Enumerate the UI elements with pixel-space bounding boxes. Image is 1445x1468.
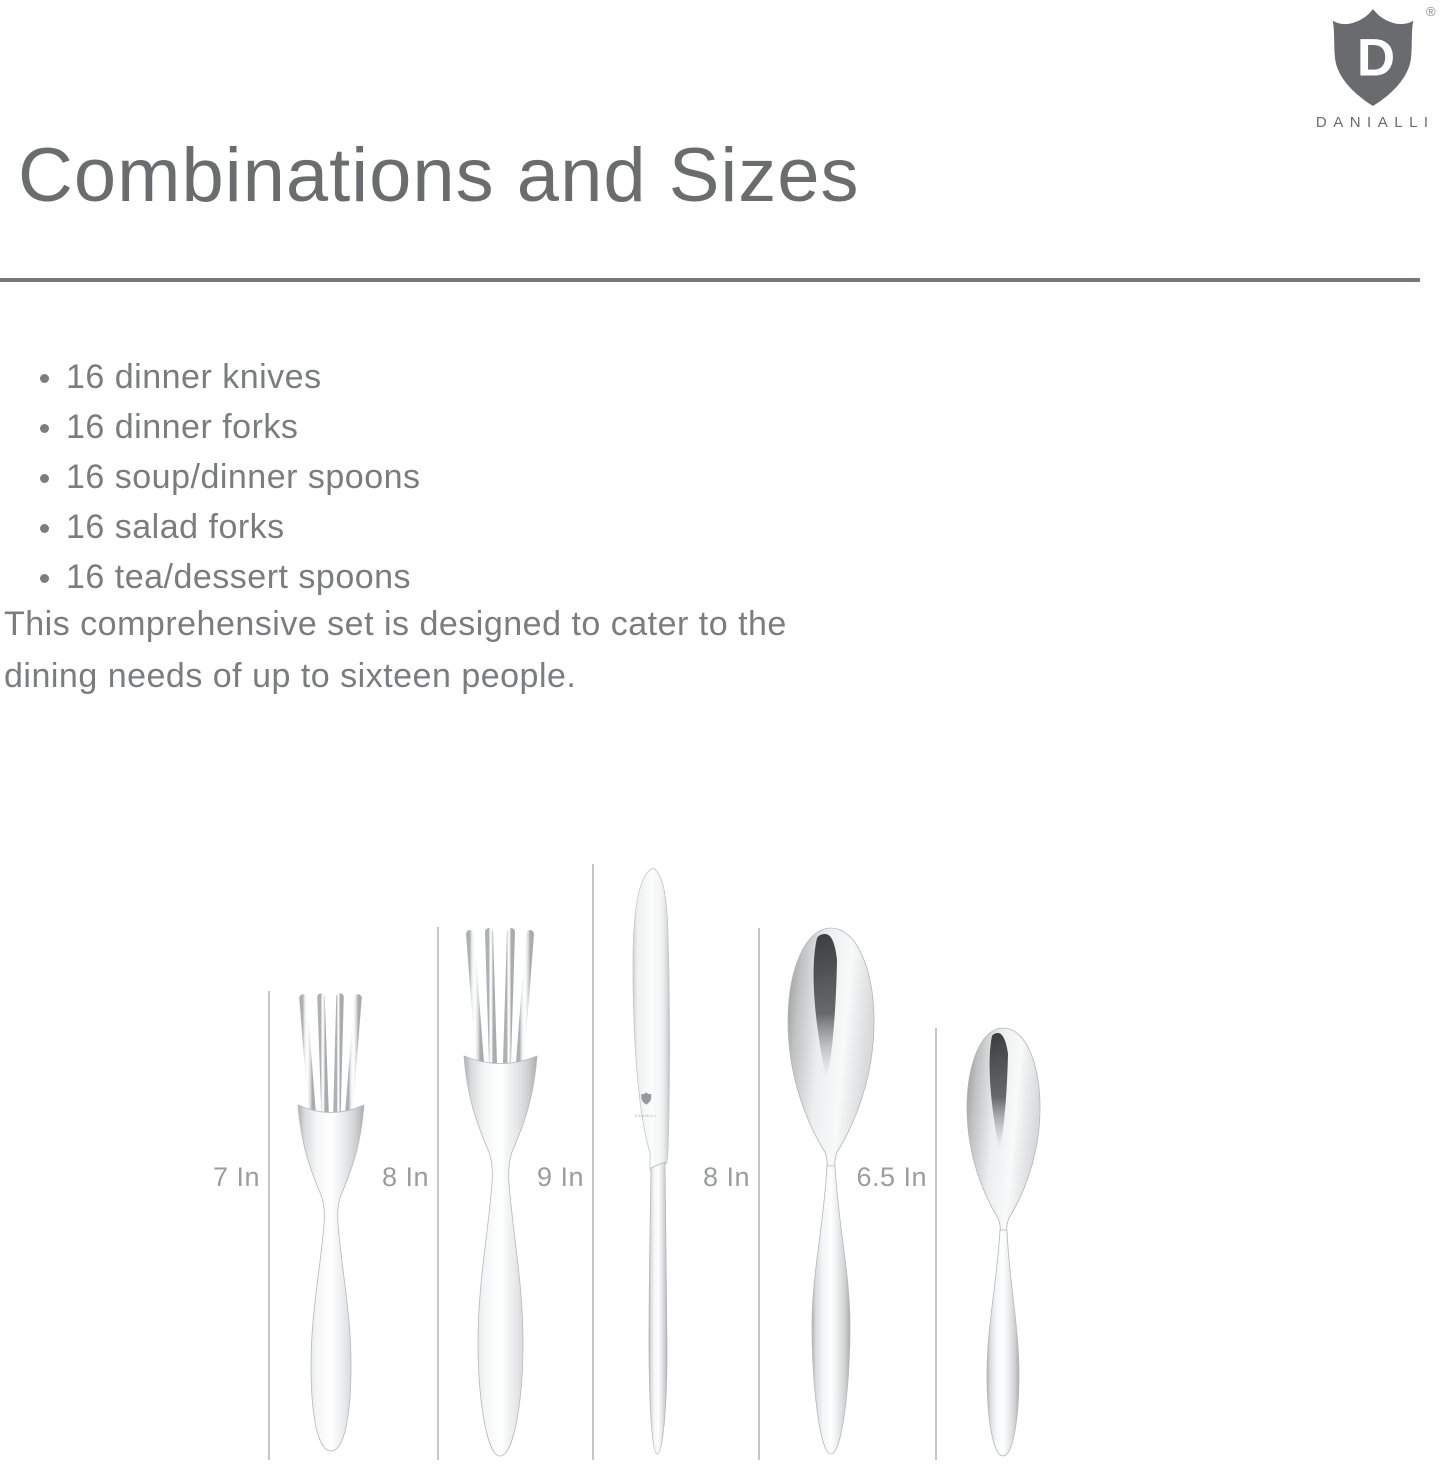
list-item-label: 16 soup/dinner spoons bbox=[66, 458, 421, 496]
knife-blade bbox=[633, 868, 670, 1170]
size-label-dinner-fork: 8 In bbox=[381, 1162, 429, 1192]
title-divider bbox=[0, 278, 1420, 282]
list-item-label: 16 dinner forks bbox=[66, 408, 299, 446]
list-item bbox=[0, 502, 900, 552]
measure-line-dinner-knife bbox=[592, 864, 594, 1460]
logo-letter: D bbox=[1356, 28, 1396, 88]
list-item bbox=[0, 352, 900, 402]
size-label-salad-fork: 7 In bbox=[212, 1162, 260, 1192]
size-label-dinner-knife: 9 In bbox=[536, 1162, 584, 1192]
dinner-knife-illustration bbox=[623, 866, 680, 1460]
tea-spoon-illustration bbox=[961, 1026, 1046, 1460]
set-description bbox=[4, 598, 964, 702]
registered-trademark-icon: ® bbox=[1426, 4, 1436, 19]
bullet-dot bbox=[40, 524, 49, 533]
measure-line-salad-fork bbox=[268, 991, 270, 1460]
page-title: Combinations and Sizes bbox=[18, 133, 860, 218]
contents-list bbox=[0, 352, 900, 602]
dinner-fork-illustration bbox=[462, 928, 539, 1460]
knife-handle bbox=[649, 1162, 667, 1454]
measure-line-dinner-fork bbox=[437, 927, 439, 1460]
shield-logo-icon bbox=[1324, 6, 1422, 110]
measure-line-soup-spoon bbox=[758, 928, 760, 1460]
size-label-soup-spoon: 8 In bbox=[702, 1162, 750, 1192]
size-chart bbox=[0, 840, 1445, 1468]
list-item bbox=[0, 452, 900, 502]
list-item-label: 16 dinner knives bbox=[66, 358, 322, 396]
list-item bbox=[0, 402, 900, 452]
measure-line-tea-spoon bbox=[935, 1028, 937, 1460]
salad-fork-illustration bbox=[296, 993, 366, 1457]
bullet-dot bbox=[40, 574, 49, 583]
fork-tines bbox=[470, 932, 530, 1062]
soup-spoon-illustration bbox=[781, 926, 881, 1460]
fork-tines bbox=[303, 997, 358, 1111]
list-item-label: 16 salad forks bbox=[66, 508, 285, 546]
brand-name: DANIALLI bbox=[1315, 114, 1435, 131]
description-line: dining needs of up to sixteen people. bbox=[4, 657, 577, 695]
knife-stamp-text: DANIALLI bbox=[635, 1114, 657, 1118]
spoon-handle bbox=[812, 1166, 850, 1454]
list-item-label: 16 tea/dessert spoons bbox=[66, 558, 412, 596]
description-line: This comprehensive set is designed to cater to the bbox=[4, 605, 787, 643]
bullet-dot bbox=[40, 374, 49, 383]
bullet-dot bbox=[40, 424, 49, 433]
brand-logo bbox=[1315, 4, 1445, 136]
size-label-tea-spoon: 6.5 In bbox=[856, 1162, 927, 1192]
list-item bbox=[0, 552, 900, 602]
spoon-handle bbox=[987, 1230, 1019, 1456]
bullet-dot bbox=[40, 474, 49, 483]
